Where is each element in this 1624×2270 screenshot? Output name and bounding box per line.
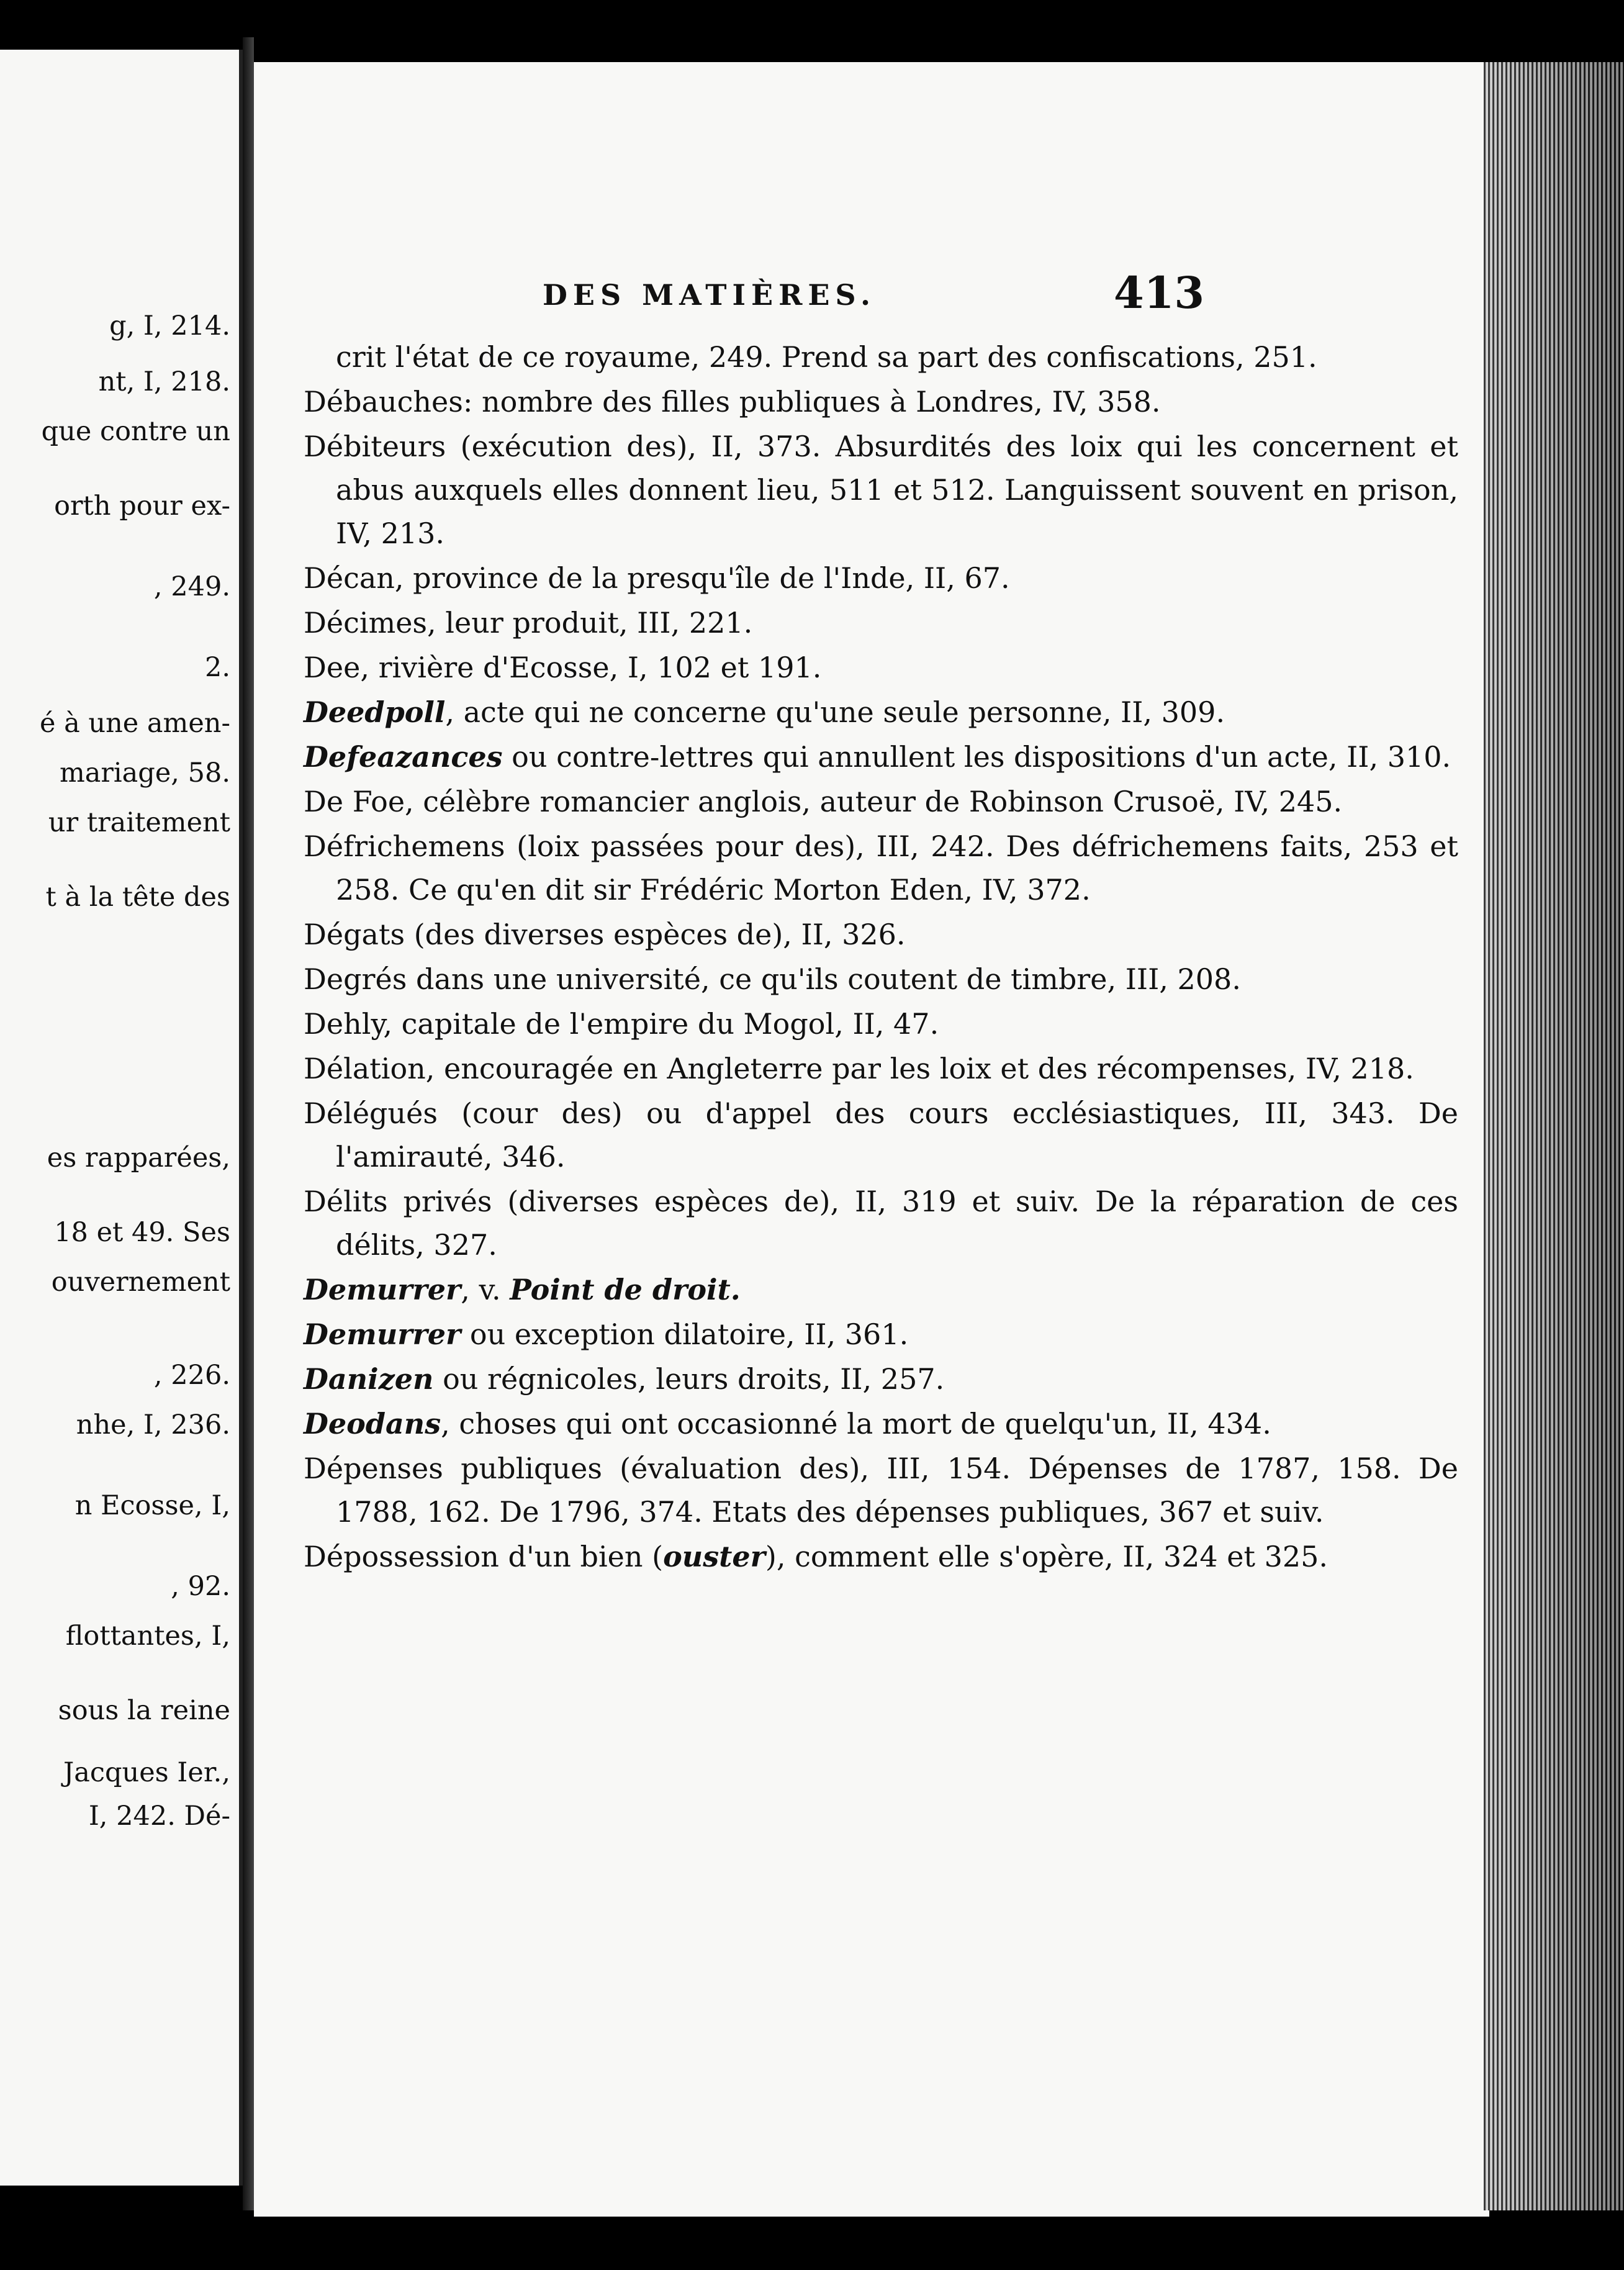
entry-head: Defeazances (304, 740, 503, 774)
entry-text: ou régnicoles, leurs droits, II, 257. (433, 1362, 945, 1396)
left-page-line: Jacques Ier., (63, 1757, 230, 1788)
index-entry (304, 1535, 1458, 1578)
entry-text: crit l'état de ce royaume, 249. Prend sa part des confiscations, 251. (336, 340, 1317, 374)
entry-text: dans une université, ce qu'ils coutent de timbre, III, 208. (407, 962, 1241, 996)
running-head (254, 211, 1489, 319)
entry-head: Dépossession (304, 1540, 499, 1573)
entry-head: Demurrer (304, 1273, 461, 1306)
entry-head: Débauches (304, 385, 463, 418)
entry-head: Dee (304, 651, 361, 684)
entry-text: , leur produit, III, 221. (427, 606, 753, 640)
index-entry (304, 825, 1458, 911)
entry-head: De Foe (304, 785, 405, 818)
entry-text: ou contre-lettres qui annullent les dispositions d'un acte, II, 310. (502, 740, 1451, 774)
entry-head: Dégats (304, 918, 405, 951)
entry-text: privés (diverses espèces de), II, 319 et suiv. De la réparation de ces délits, 327. (336, 1185, 1458, 1262)
entry-text: : nombre des filles publiques à Londres, IV, 358. (462, 385, 1161, 418)
entry-text: , capitale de l'empire du Mogol, II, 47. (383, 1007, 939, 1041)
left-page-line: flottantes, I, (65, 1621, 230, 1652)
left-page-line: ouvernement (51, 1267, 230, 1298)
entry-text: , choses qui ont occasionné la mort de quelqu'un, II, 434. (441, 1407, 1271, 1440)
entry-text: (loix passées pour des), III, 242. Des défrichemens faits, 253 et 258. Ce qu'en dit sir Frédéric Morton Eden, IV, 372. (336, 830, 1458, 907)
left-page-line: orth pour ex- (54, 491, 230, 522)
entry-text: ou exception dilatoire, II, 361. (461, 1318, 909, 1351)
previous-page-fragment (0, 50, 243, 2186)
left-page-line: es rapparées, (47, 1142, 230, 1173)
index-entry (304, 1180, 1458, 1267)
left-page-line: mariage, 58. (59, 757, 230, 789)
index-entry (304, 335, 1458, 379)
left-page-line: é à une amen- (39, 708, 230, 739)
left-page-line: nt, I, 218. (98, 366, 230, 397)
entry-cross-reference: Point de droit. (510, 1273, 741, 1306)
left-page-line: 2. (204, 652, 230, 683)
entry-text: (cour des) ou d'appel des cours ecclésiastiques, III, 343. De l'amirauté, 346. (336, 1097, 1458, 1173)
index-entry (304, 1402, 1458, 1445)
entry-head: Décan (304, 561, 395, 595)
entry-head: Degrés (304, 962, 407, 996)
entry-text: , v. (461, 1273, 510, 1306)
index-page (254, 62, 1489, 2217)
left-page-line: t à la tête des (45, 882, 230, 913)
page-edges (1484, 62, 1624, 2210)
entry-text: , province de la presqu'île de l'Inde, II, 67. (394, 561, 1010, 595)
entry-head: Défrichemens (304, 830, 505, 863)
left-page-line: nhe, I, 236. (76, 1409, 230, 1440)
running-head-title: DES MATIÈRES. (543, 278, 876, 312)
entry-text: , acte qui ne concerne qu'une seule personne, II, 309. (445, 695, 1225, 729)
index-entry (304, 1447, 1458, 1534)
index-entry (304, 601, 1458, 644)
index-entry (304, 1047, 1458, 1090)
index-entry (304, 1092, 1458, 1178)
entry-text-after: ), comment elle s'opère, II, 324 et 325. (765, 1540, 1329, 1573)
entry-head: Débiteurs (304, 430, 446, 463)
entry-head: Dépenses (304, 1452, 443, 1485)
left-page-line: g, I, 214. (109, 310, 230, 341)
index-entry (304, 1313, 1458, 1356)
left-page-line: , 249. (153, 571, 230, 602)
index-entry (304, 780, 1458, 823)
left-page-line: n Ecosse, I, (74, 1490, 230, 1521)
entry-head: Deedpoll (304, 695, 446, 729)
index-entry (304, 380, 1458, 423)
entry-head: Délégués (304, 1097, 438, 1130)
book-gutter (243, 37, 254, 2210)
left-page-line: I, 242. Dé- (88, 1801, 230, 1832)
entry-head: Décimes (304, 606, 428, 640)
left-page-line: que contre un (41, 416, 230, 447)
index-entry (304, 1357, 1458, 1401)
index-entry (304, 735, 1458, 779)
page-number: 413 (1114, 267, 1205, 319)
index-entry (304, 690, 1458, 734)
entry-text: , encouragée en Angleterre par les loix et des récompenses, IV, 218. (425, 1052, 1414, 1085)
index-entry (304, 425, 1458, 555)
left-page-line: , 226. (153, 1360, 230, 1391)
entry-text: , rivière d'Ecosse, I, 102 et 191. (360, 651, 822, 684)
entry-text: (des diverses espèces de), II, 326. (405, 918, 906, 951)
left-page-line: , 92. (171, 1571, 230, 1602)
entry-text: publiques (évaluation des), III, 154. Dépenses de 1787, 158. De 1788, 162. De 1796, 374. Etats des dépenses publiques, 367 et suiv. (336, 1452, 1458, 1529)
entry-head: Deodans (304, 1407, 441, 1440)
left-page-line: sous la reine (58, 1695, 230, 1726)
entry-head: Dehly (304, 1007, 384, 1041)
left-page-line: 18 et 49. Ses (54, 1217, 230, 1248)
left-page-line: ur traitement (48, 807, 230, 838)
index-entry (304, 1268, 1458, 1311)
index-entry (304, 556, 1458, 600)
index-entry (304, 646, 1458, 689)
entry-head: Danizen (304, 1362, 434, 1396)
entry-text: d'un bien ( (498, 1540, 664, 1573)
entry-text: , célèbre romancier anglois, auteur de Robinson Crusoë, IV, 245. (405, 785, 1343, 818)
entry-text: (exécution des), II, 373. Absurdités des loix qui les concernent et abus auxquels elles donnent lieu, 511 et 512. Languissent souvent en prison, IV, 213. (336, 430, 1458, 550)
entry-head: Délits (304, 1185, 388, 1218)
index-entry (304, 913, 1458, 956)
index-entries (304, 335, 1458, 1580)
index-entry (304, 1002, 1458, 1046)
entry-head: Délation (304, 1052, 426, 1085)
index-entry (304, 957, 1458, 1001)
entry-italic: ouster (663, 1540, 765, 1573)
entry-head: Demurrer (304, 1318, 461, 1351)
